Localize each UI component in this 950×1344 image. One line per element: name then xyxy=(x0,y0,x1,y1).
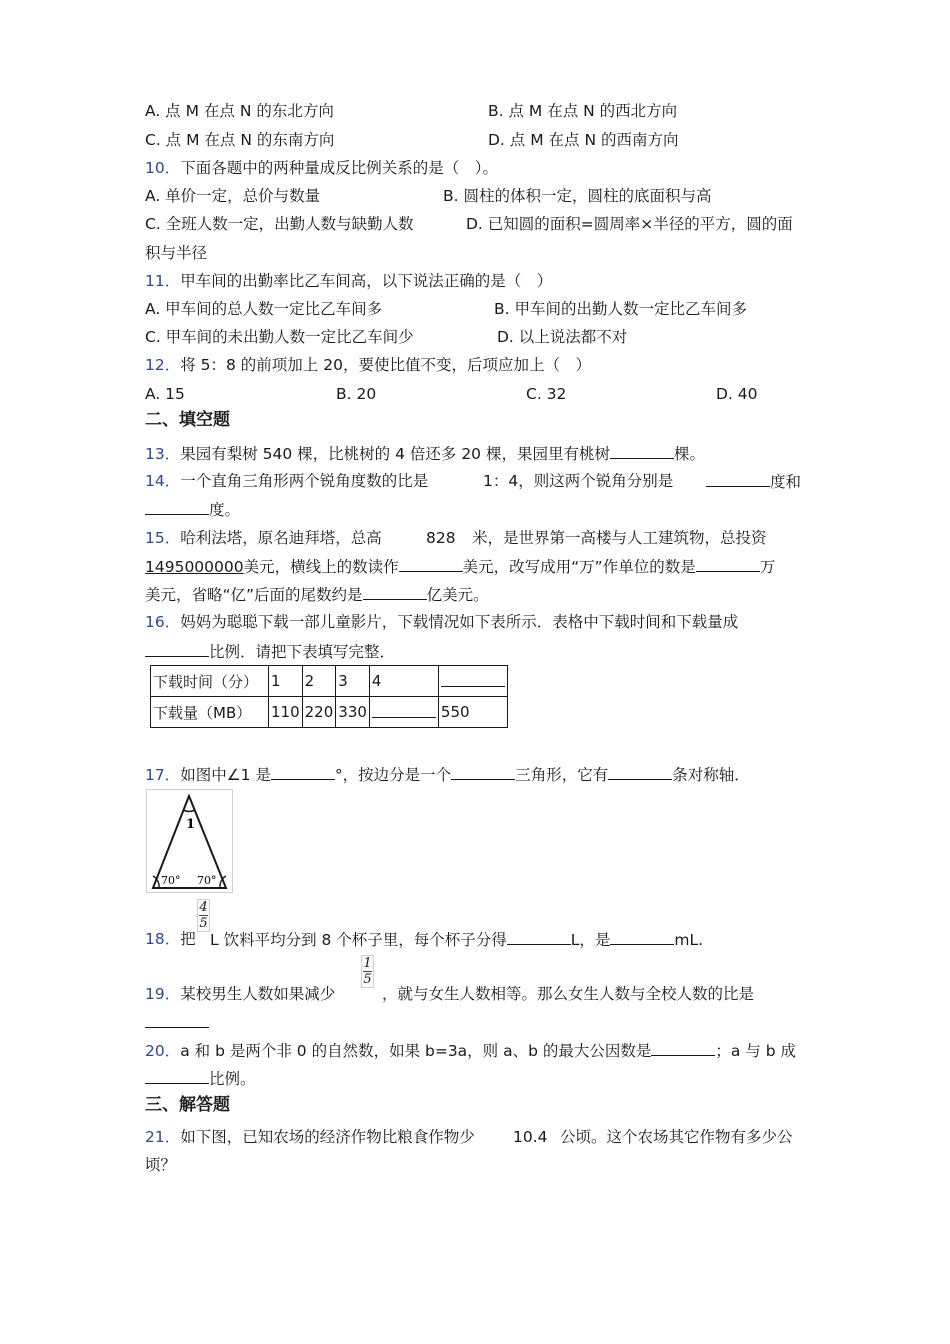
q20-answer-blank-1[interactable] xyxy=(651,1040,715,1056)
table-cell-blank[interactable] xyxy=(438,666,507,697)
q19-text-2: ，就与女生人数相等。那么女生人数与全校人数的比是 xyxy=(382,985,755,1003)
q16-table-blank-time[interactable] xyxy=(441,671,505,687)
q15-text-5: 万 xyxy=(759,558,776,576)
q15-number: 15． xyxy=(145,529,181,547)
q16-number: 16． xyxy=(145,613,181,631)
q17-answer-blank-3[interactable] xyxy=(608,764,672,780)
q9-option-d: D. 点 M 在点 N 的西南方向 xyxy=(488,131,679,149)
table-cell: 330 xyxy=(336,697,370,728)
q11-stem xyxy=(145,271,552,291)
q12-option-c: C. 32 xyxy=(526,385,567,403)
table-cell: 1 xyxy=(269,666,303,697)
q18-text-1: L 饮料平均分到 8 个杯子里，每个杯子分得 xyxy=(210,931,507,949)
q14-answer-blank-2[interactable] xyxy=(145,499,209,515)
q13-text: 果园有梨树 540 棵，比桃树的 4 倍还多 20 棵，果园里有桃树 xyxy=(180,445,610,463)
table-cell-blank[interactable] xyxy=(369,697,438,728)
q16-line-1 xyxy=(145,612,738,632)
q10-option-a: A. 单价一定，总价与数量 xyxy=(145,187,321,205)
q14-text-degrees: 度。 xyxy=(209,501,241,519)
q11-stem-text: 甲车间的出勤率比乙车间高，以下说法正确的是（ ） xyxy=(180,272,553,290)
q20-text-2: ；a 与 b 成 xyxy=(715,1042,796,1060)
q15-line-3 xyxy=(145,584,489,605)
triangle-figure xyxy=(146,789,233,893)
q12-stem xyxy=(145,355,591,375)
table-cell: 550 xyxy=(438,697,507,728)
table-row xyxy=(151,697,508,728)
q20-number: 20． xyxy=(145,1042,181,1060)
q15-answer-blank-3[interactable] xyxy=(363,584,427,600)
q12-number: 12． xyxy=(145,356,181,374)
table-cell: 220 xyxy=(302,697,336,728)
q19-lead xyxy=(145,984,335,1004)
triangle-diagram xyxy=(147,790,232,892)
q16-line-2 xyxy=(145,641,395,662)
q19-fraction xyxy=(361,955,374,988)
q15-height: 828 xyxy=(426,529,456,547)
q18-answer-blank-1[interactable] xyxy=(507,929,571,945)
fraction-numerator: 4 xyxy=(199,900,208,915)
q13-number: 13． xyxy=(145,445,181,463)
q12-option-d: D. 40 xyxy=(716,385,758,403)
table-row xyxy=(151,666,508,697)
table-cell: 2 xyxy=(302,666,336,697)
q15-text-2: 米，是世界第一高楼与人工建筑物，总投资 xyxy=(472,529,767,547)
q10-stem xyxy=(145,158,498,178)
q12-option-b: B. 20 xyxy=(336,385,377,403)
q11-number: 11． xyxy=(145,272,181,290)
q21-text-2: 公顷。这个农场其它作物有多少公 xyxy=(560,1128,793,1146)
q17 xyxy=(145,764,750,785)
q14-answer-blank-1[interactable] xyxy=(706,471,770,487)
angle-1-label: 1 xyxy=(186,817,196,832)
q14-text-degrees-and: 度和 xyxy=(770,473,802,491)
download-table xyxy=(150,665,508,728)
q15-amount: 1495000000 xyxy=(145,558,244,576)
q20-line-2 xyxy=(145,1068,256,1089)
q17-text-3: 三角形，它有 xyxy=(515,766,609,784)
q9-option-b: B. 点 M 在点 N 的西北方向 xyxy=(488,102,678,120)
q20-text-1: a 和 b 是两个非 0 的自然数，如果 b=3a，则 a、b 的最大公因数是 xyxy=(180,1042,652,1060)
q19-answer-blank[interactable] xyxy=(145,1012,209,1028)
q10-option-d-cont: 积与半径 xyxy=(145,244,208,262)
q15-text-4: 美元，改写成用“万”作单位的数是 xyxy=(462,558,696,576)
q21-number: 21． xyxy=(145,1128,181,1146)
q10-number: 10． xyxy=(145,159,181,177)
q17-text-4: 条对称轴． xyxy=(672,766,750,784)
fraction-denominator: 5 xyxy=(363,972,372,987)
section-heading-fill-in: 二、填空题 xyxy=(145,410,230,430)
table-cell: 3 xyxy=(336,666,370,697)
q20-answer-blank-2[interactable] xyxy=(145,1068,209,1084)
q17-text-2: °，按边分是一个 xyxy=(334,766,452,784)
q14-number: 14． xyxy=(145,472,181,490)
q17-answer-blank-1[interactable] xyxy=(271,764,335,780)
q11-option-b: B. 甲车间的出勤人数一定比乙车间多 xyxy=(494,300,747,318)
q13 xyxy=(145,443,705,464)
q19-text-1: 某校男生人数如果减少 xyxy=(180,985,336,1003)
fraction-numerator: 1 xyxy=(363,956,372,971)
q16-text-1: 妈妈为聪聪下载一部儿童影片，下载情况如下表所示．表格中下载时间和下载量成 xyxy=(180,613,739,631)
q15-answer-blank-1[interactable] xyxy=(399,556,463,572)
q18-rest xyxy=(210,929,703,950)
right-angle-label: 70° xyxy=(197,874,217,887)
q21-value: 10.4 xyxy=(513,1128,548,1146)
q20-line-1 xyxy=(145,1040,796,1061)
q11-option-a: A. 甲车间的总人数一定比乙车间多 xyxy=(145,300,383,318)
q15-text-7: 亿美元。 xyxy=(426,586,489,604)
q15-line-2 xyxy=(145,556,775,577)
q18-text-2: L，是 xyxy=(570,931,611,949)
q16-text-2: 比例．请把下表填写完整． xyxy=(209,643,396,661)
q21-line-1 xyxy=(145,1127,475,1147)
q16-table-blank-size[interactable] xyxy=(372,702,436,718)
q15-text-6: 美元，省略“亿”后面的尾数约是 xyxy=(145,586,363,604)
q18-fraction xyxy=(197,899,210,932)
table-cell-label: 下载量（MB） xyxy=(151,697,269,728)
q15-text-3: 美元，横线上的数读作 xyxy=(243,558,399,576)
q9-option-c: C. 点 M 在点 N 的东南方向 xyxy=(145,131,335,149)
q10-option-c: C. 全班人数一定，出勤人数与缺勤人数 xyxy=(145,215,414,233)
q11-option-d: D. 以上说法都不对 xyxy=(497,328,628,346)
q19-blank-line xyxy=(145,1012,209,1033)
q13-text-end: 棵。 xyxy=(673,445,705,463)
q17-answer-blank-2[interactable] xyxy=(451,764,515,780)
q18-number: 18． xyxy=(145,930,181,948)
q10-stem-text: 下面各题中的两种量成反比例关系的是（ ）。 xyxy=(180,159,498,177)
q10-option-b: B. 圆柱的体积一定，圆柱的底面积与高 xyxy=(443,187,712,205)
q21-text-3: 顷？ xyxy=(145,1156,177,1174)
q15-answer-blank-2[interactable] xyxy=(696,556,760,572)
q11-option-c: C. 甲车间的未出勤人数一定比乙车间少 xyxy=(145,328,414,346)
q18-lead xyxy=(145,929,196,949)
apex-angle-arc xyxy=(183,810,195,811)
q16-answer-blank[interactable] xyxy=(145,641,209,657)
q14-text: 一个直角三角形两个锐角度数的比是 xyxy=(180,472,429,490)
q17-number: 17． xyxy=(145,766,181,784)
q18-text-3: mL. xyxy=(674,931,704,949)
table-cell-label: 下载时间（分） xyxy=(151,666,269,697)
q14-blank-group-1 xyxy=(706,471,801,492)
table-cell: 110 xyxy=(269,697,303,728)
left-angle-label: 70° xyxy=(161,874,181,887)
q13-answer-blank[interactable] xyxy=(610,443,674,459)
q18-answer-blank-2[interactable] xyxy=(610,929,674,945)
q20-text-3: 比例。 xyxy=(209,1070,256,1088)
q9-option-a: A. 点 M 在点 N 的东北方向 xyxy=(145,102,334,120)
q12-option-a: A. 15 xyxy=(145,385,185,403)
fraction-denominator: 5 xyxy=(199,916,208,931)
q19-number: 19． xyxy=(145,985,181,1003)
q15-text-1: 哈利法塔，原名迪拜塔，总高 xyxy=(180,529,382,547)
q17-text-1: 如图中∠1 是 xyxy=(180,766,271,784)
q14-blank-group-2 xyxy=(145,499,240,520)
q18-text-pre: 把 xyxy=(180,930,196,948)
table-cell: 4 xyxy=(369,666,438,697)
q12-stem-text: 将 5：8 的前项加上 20，要使比值不变，后项应加上（ ） xyxy=(180,356,591,374)
q21-text-1: 如下图，已知农场的经济作物比粮食作物少 xyxy=(180,1128,475,1146)
q14-ratio: 1：4，则这两个锐角分别是 xyxy=(483,472,674,490)
q10-option-d: D. 已知圆的面积=圆周率×半径的平方，圆的面 xyxy=(466,215,793,233)
q14 xyxy=(145,471,428,491)
section-heading-solve: 三、解答题 xyxy=(145,1095,230,1115)
q15-line-1 xyxy=(145,528,382,548)
